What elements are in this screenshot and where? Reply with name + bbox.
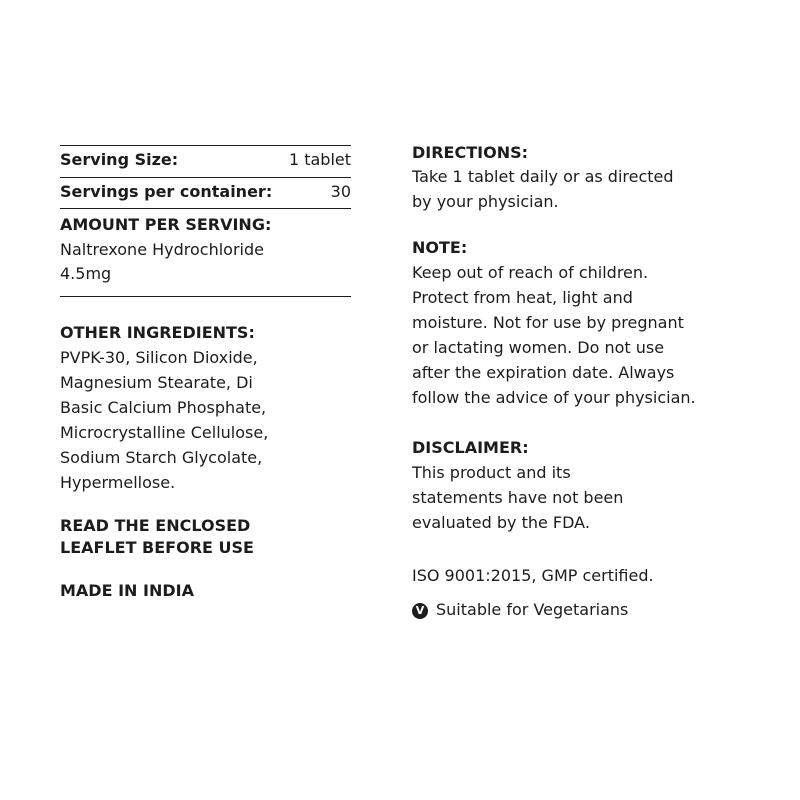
ingredients-line-6: Hypermellose. <box>60 473 176 492</box>
ingredients-line-4: Microcrystalline Cellulose, <box>60 423 269 442</box>
certification: ISO 9001:2015, GMP certified. <box>412 566 654 585</box>
disclaimer-line-2: statements have not been <box>412 488 624 507</box>
other-ingredients-heading: OTHER INGREDIENTS: <box>60 323 255 342</box>
rule-top <box>60 145 351 146</box>
note-line-6: follow the advice of your physician. <box>412 388 696 407</box>
vegetarian-text: Suitable for Vegetarians <box>436 600 629 619</box>
directions-line-1: Take 1 tablet daily or as directed <box>412 167 674 186</box>
amount-per-serving-heading: AMOUNT PER SERVING: <box>60 215 272 234</box>
rule-3 <box>60 208 351 209</box>
ingredients-line-5: Sodium Starch Glycolate, <box>60 448 263 467</box>
amount-line-2: 4.5mg <box>60 264 112 283</box>
disclaimer-line-3: evaluated by the FDA. <box>412 513 590 532</box>
servings-per-container-row <box>60 182 351 202</box>
vegetarian-row <box>412 598 628 623</box>
rule-2 <box>60 177 351 178</box>
note-heading: NOTE: <box>412 238 468 257</box>
vegetarian-badge-icon: V <box>412 603 428 619</box>
rule-bottom <box>60 296 351 297</box>
serving-size-label: Serving Size: <box>60 150 179 169</box>
directions-heading: DIRECTIONS: <box>412 143 529 162</box>
ingredients-line-2: Magnesium Stearate, Di <box>60 373 253 392</box>
read-leaflet-line-2: LEAFLET BEFORE USE <box>60 538 254 557</box>
serving-size-row <box>60 150 351 170</box>
servings-per-container-label: Servings per container: <box>60 182 273 201</box>
made-in-india: MADE IN INDIA <box>60 581 194 600</box>
disclaimer-line-1: This product and its <box>412 463 571 482</box>
note-line-3: moisture. Not for use by pregnant <box>412 313 684 332</box>
note-line-2: Protect from heat, light and <box>412 288 633 307</box>
note-line-5: after the expiration date. Always <box>412 363 675 382</box>
ingredients-line-1: PVPK-30, Silicon Dioxide, <box>60 348 258 367</box>
directions-line-2: by your physician. <box>412 192 559 211</box>
ingredients-line-3: Basic Calcium Phosphate, <box>60 398 267 417</box>
disclaimer-heading: DISCLAIMER: <box>412 438 529 457</box>
serving-size-value: 1 tablet <box>288 150 351 169</box>
read-leaflet-line-1: READ THE ENCLOSED <box>60 516 251 535</box>
servings-per-container-value: 30 <box>330 182 351 201</box>
note-line-1: Keep out of reach of children. <box>412 263 649 282</box>
note-line-4: or lactating women. Do not use <box>412 338 665 357</box>
amount-line-1: Naltrexone Hydrochloride <box>60 240 264 259</box>
